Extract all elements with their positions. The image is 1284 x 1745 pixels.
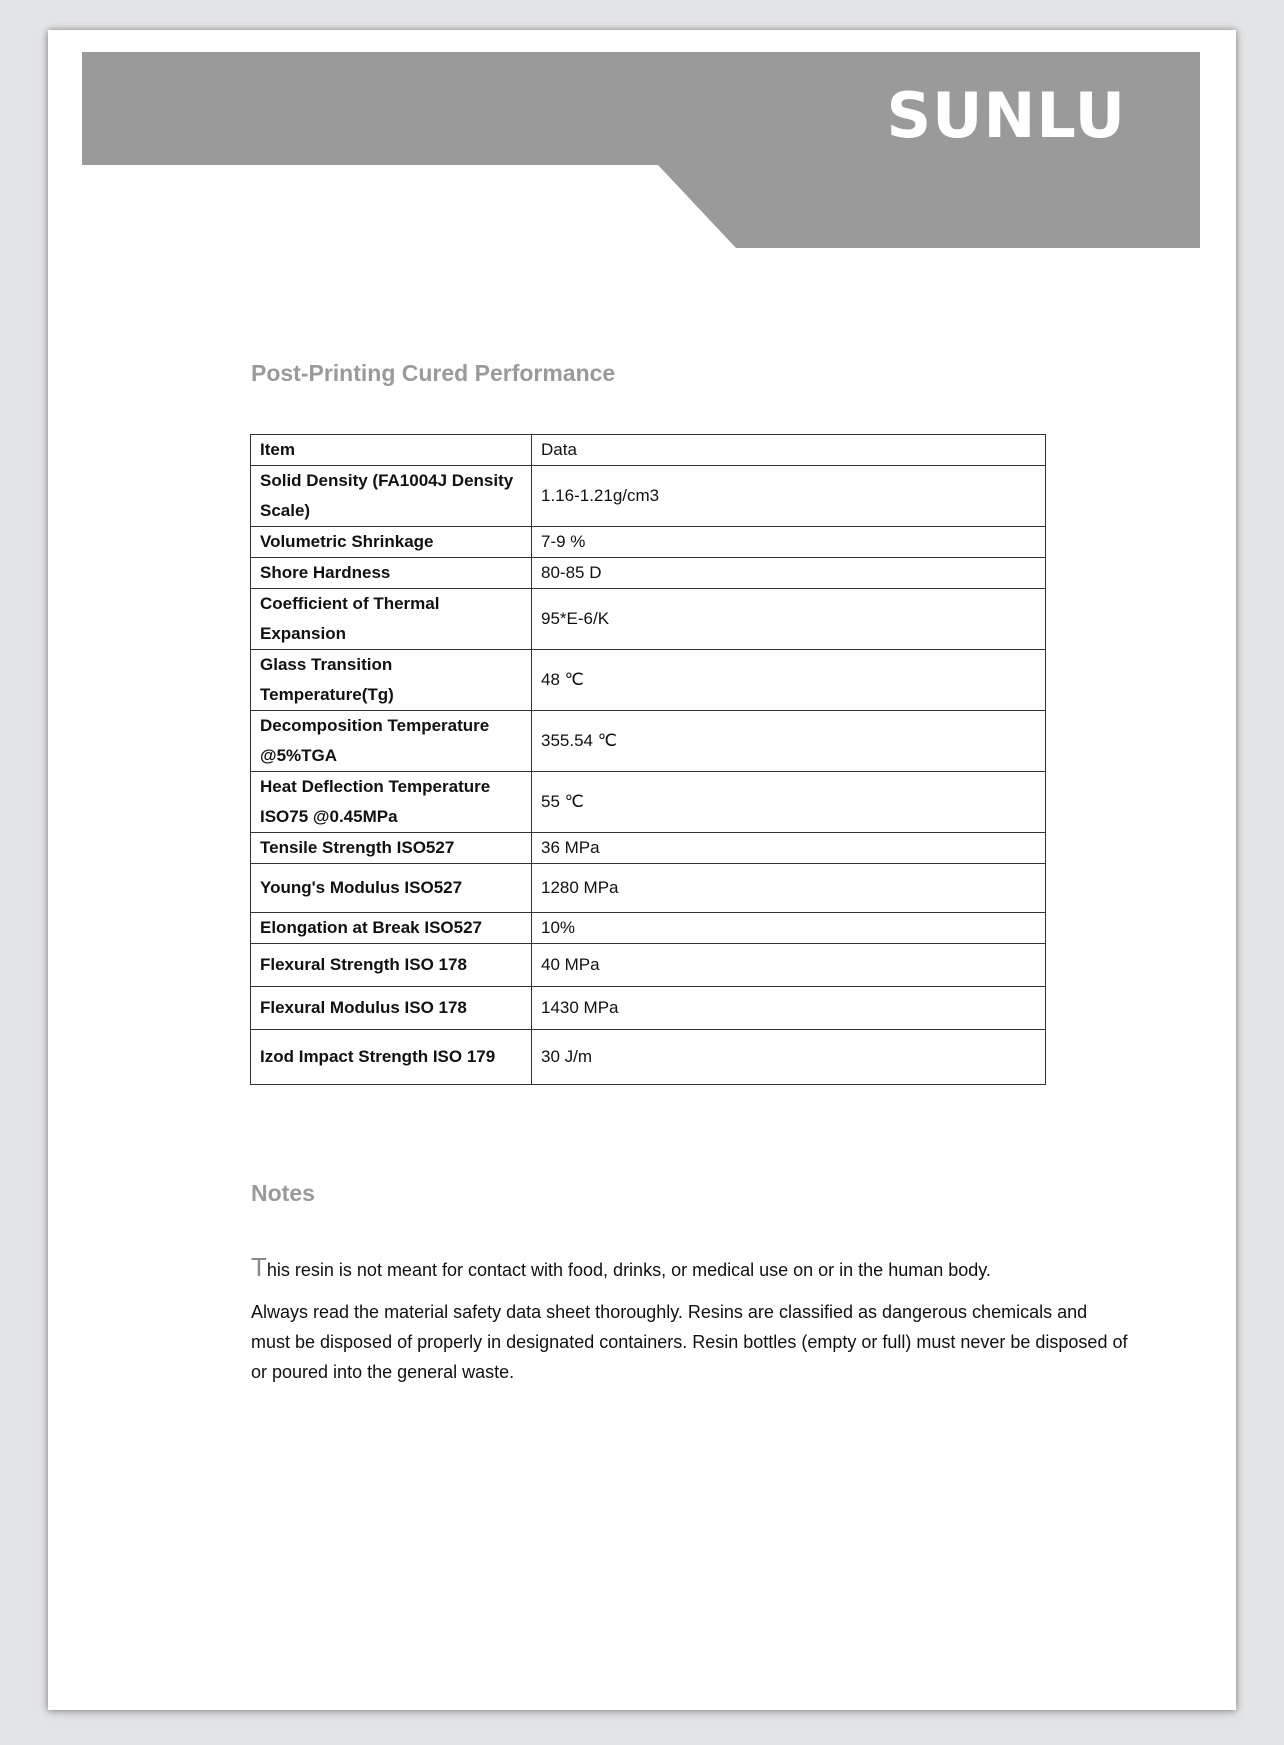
table-row xyxy=(251,772,1046,833)
table-row xyxy=(251,913,1046,944)
note-paragraph xyxy=(251,1252,1131,1285)
property-value: 36 MPa xyxy=(532,833,1046,864)
property-name: Glass Transition Temperature(Tg) xyxy=(251,650,532,711)
property-value: 48 ℃ xyxy=(532,650,1046,711)
notes-body xyxy=(251,1252,1131,1399)
property-value: 1280 MPa xyxy=(532,864,1046,913)
property-value: 95*E-6/K xyxy=(532,589,1046,650)
property-value: 1.16-1.21g/cm3 xyxy=(532,466,1046,527)
performance-section-title: Post-Printing Cured Performance xyxy=(251,360,616,386)
property-name: Flexural Strength ISO 178 xyxy=(251,944,532,987)
property-name: Decomposition Temperature @5%TGA xyxy=(251,711,532,772)
column-header-item: Item xyxy=(251,435,532,466)
property-name: Tensile Strength ISO527 xyxy=(251,833,532,864)
brand-logo-text: SUNLU xyxy=(886,79,1126,152)
property-name: Flexural Modulus ISO 178 xyxy=(251,987,532,1030)
note-initial-letter: T xyxy=(251,1252,267,1282)
table-row xyxy=(251,864,1046,913)
property-value: 1430 MPa xyxy=(532,987,1046,1030)
table-row xyxy=(251,987,1046,1030)
table-header-row xyxy=(251,435,1046,466)
property-name: Heat Deflection Temperature ISO75 @0.45MPa xyxy=(251,772,532,833)
property-name: Elongation at Break ISO527 xyxy=(251,913,532,944)
property-value: 40 MPa xyxy=(532,944,1046,987)
column-header-data: Data xyxy=(532,435,1046,466)
note-text: his resin is not meant for contact with food, drinks, or medical use on or in the human body. xyxy=(266,1260,991,1280)
notes-section-title: Notes xyxy=(251,1180,315,1206)
table-row xyxy=(251,466,1046,527)
table-row xyxy=(251,650,1046,711)
table-row xyxy=(251,833,1046,864)
property-value: 30 J/m xyxy=(532,1030,1046,1085)
property-value: 10% xyxy=(532,913,1046,944)
property-name: Solid Density (FA1004J Density Scale) xyxy=(251,466,532,527)
property-name: Volumetric Shrinkage xyxy=(251,527,532,558)
table-row xyxy=(251,589,1046,650)
table-row xyxy=(251,1030,1046,1085)
property-value: 355.54 ℃ xyxy=(532,711,1046,772)
note-paragraph: Always read the material safety data sheet thoroughly. Resins are classified as dangerous chemicals and must be disposed of properly in designated containers. Resin bottles (empty or full) must never be disposed of or poured into the general waste. xyxy=(251,1302,1128,1382)
property-name: Coefficient of Thermal Expansion xyxy=(251,589,532,650)
table-row xyxy=(251,711,1046,772)
property-value: 80-85 D xyxy=(532,558,1046,589)
header-banner xyxy=(82,52,1200,248)
property-name: Young's Modulus ISO527 xyxy=(251,864,532,913)
properties-table xyxy=(250,434,1046,1085)
table-row xyxy=(251,527,1046,558)
property-name: Shore Hardness xyxy=(251,558,532,589)
property-name: Izod Impact Strength ISO 179 xyxy=(251,1030,532,1085)
table-row xyxy=(251,558,1046,589)
property-value: 7-9 % xyxy=(532,527,1046,558)
document-page xyxy=(48,30,1236,1710)
table-row xyxy=(251,944,1046,987)
property-value: 55 ℃ xyxy=(532,772,1046,833)
